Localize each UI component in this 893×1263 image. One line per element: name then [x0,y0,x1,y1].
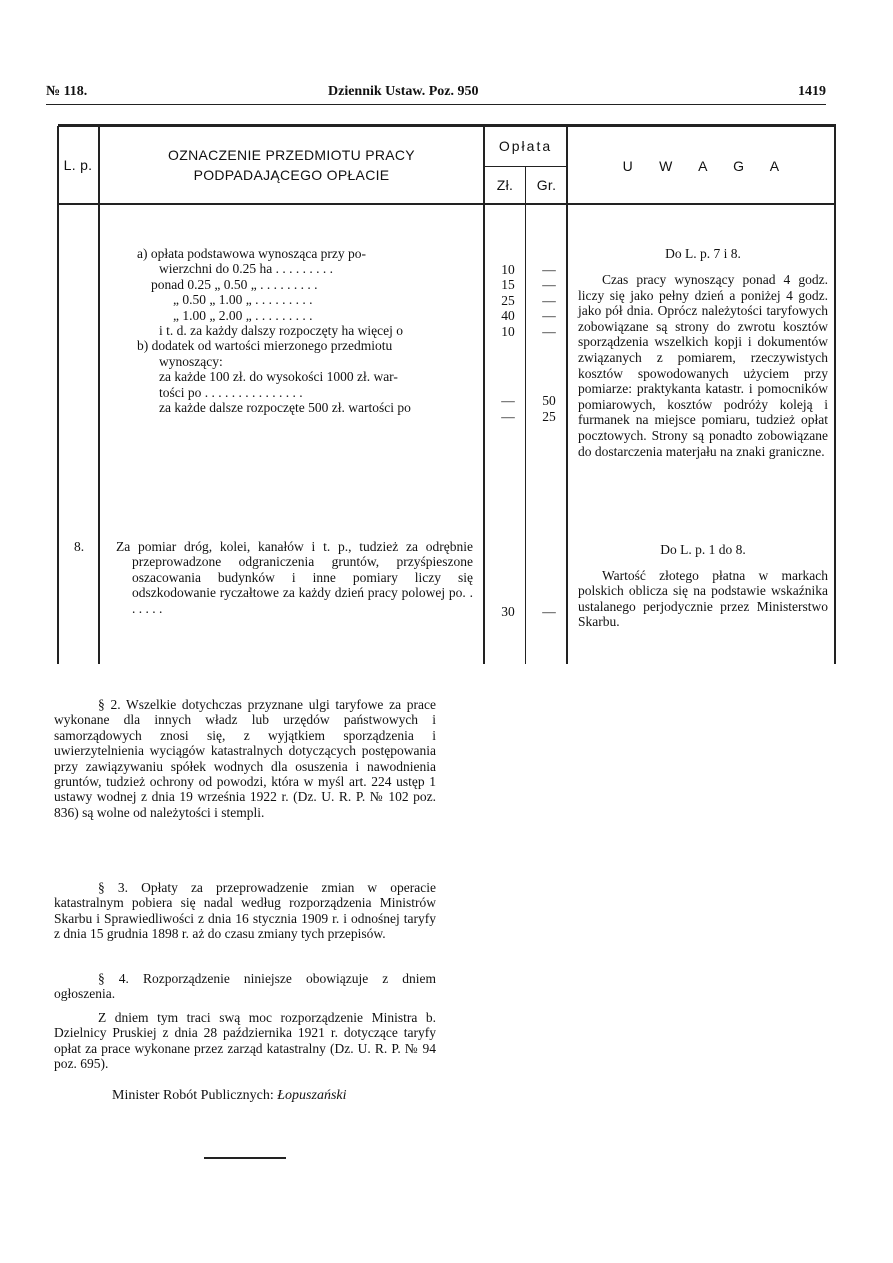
row8-remark-title: Do L. p. 1 do 8. [660,542,746,557]
row7-line: za każde dalsze rozpoczęte 500 zł. wartości po [159,400,411,416]
row7-line: b) dodatek od wartości mierzonego przedmiotu [137,338,393,354]
table-right-border [834,126,836,664]
row7-line: wynoszący: [159,353,223,369]
row8-subject-text: Za pomiar dróg, kolei, kanałów i t. p., tudzież za odrębnie przeprowadzone odgraniczenia gruntów, przyśpieszone oszacowania budynków i inne pomiary liczy się odszkodowanie ryczałtowe za każdy dzień pracy polowej po. . . . . . . [116,539,473,616]
col-divider-zl [525,166,526,664]
row7-line: za każde 100 zł. do wysokości 1000 zł. war- [159,369,398,385]
paragraph-section-4: § 4. Rozporządzenie niniejsze obowiązuje z dniem ogłoszenia. [54,971,436,1002]
row7-line: ponad 0.25 „ 0.50 „ . . . . . . . . . [151,276,318,292]
col-divider-lp [98,126,100,664]
row7-line: a) opłata podstawowa wynosząca przy po- [137,246,367,261]
row7-zl-value: 10 [501,262,515,277]
row7-zl-value: 10 [501,324,515,339]
end-rule [204,1157,286,1159]
page-header [46,84,826,100]
header-remarks: U W A G A [622,158,780,174]
row7-gr-value: — [542,277,556,292]
issue-number: № 118. [46,84,88,99]
row8-gr-value: — [542,604,556,619]
col-divider-fee [566,126,568,664]
row7-zl-value: 40 [501,308,515,323]
row7-zl-value: — [501,409,515,424]
header-zl: Zł. [496,177,514,193]
signature-label: Minister Robót Publicznych: [112,1088,274,1103]
row7-line: „ 0.50 „ 1.00 „ . . . . . . . . . [173,292,313,308]
fee-subheader-rule [484,166,566,167]
header-subject-line-2: PODPADAJĄCEGO OPŁACIE [193,167,390,183]
header-lp: L. p. [63,157,93,173]
row8-lp: 8. [74,539,85,554]
header-rule [46,104,826,105]
journal-title: Dziennik Ustaw. Poz. 950 [328,84,479,99]
row7-gr-value: 50 [542,393,556,408]
row7-line: i t. d. za każdy dalszy rozpoczęty ha więcej o [159,323,404,339]
paragraph-section-3: § 3. Opłaty za przeprowadzenie zmian w operacie katastralnym pobiera się nadal według rozporządzenia Ministrów Skarbu i Sprawiedliwości z dnia 16 stycznia 1909 r. i odnośnej taryfy z dnia 15 grudnia 1898 r. aż do czasu zmiany tych przepisów. [54,880,436,942]
col-divider-subject [483,126,485,664]
row7-line: wierzchni do 0.25 ha . . . . . . . . . [159,261,333,277]
row7-gr-value: — [542,324,556,339]
table-header-rule [58,203,836,205]
row8-subject [116,539,473,616]
table-left-border [57,126,59,664]
row7-remark-text: Czas pracy wynoszący ponad 4 godz. liczy się jako pełny dzień a poniżej 4 godz. jako pół dnia. Oprócz należytości taryfowych zobowiązane są strony do zwrotu kosztów sporządzenia wszelkich kopji i dokumentów związanych z pomiarem, rzeczywistych kosztów spowodowanych użyciem przy pomiarze: praktykanta katastr. i pomocników pomiarowych, kosztów podróży koleją i furmanek na miejsce pomiaru, tudzież opłat pocztowych. Strony są ponadto zobowiązane do dostarczenia materjału na znaki graniczne. [578,272,828,459]
row7-subject [137,246,473,415]
header-fee: Opłata [498,138,553,154]
row7-zl-value: 15 [501,277,515,292]
row8-zl-value: 30 [501,604,515,619]
row7-gr-value: — [542,293,556,308]
row8-remark-text: Wartość złotego płatna w markach polskich oblicza się na podstawie wskaźnika ustalanego perjodycznie przez Ministerstwo Skarbu. [578,568,828,630]
table-top-rule [58,124,836,127]
paragraph-repeal: Z dniem tym traci swą moc rozporządzenie Ministra b. Dzielnicy Pruskiej z dnia 28 października 1921 r. dotyczące taryfy opłat za prace wykonane przez zarząd katastralny (Dz. U. R. P. № 94 poz. 695). [54,1010,436,1072]
row7-zl-value: 25 [501,293,515,308]
row7-line: „ 1.00 „ 2.00 „ . . . . . . . . . [173,307,313,323]
row7-zl-value: — [501,393,515,408]
signature [112,1088,347,1104]
header-gr: Gr. [536,177,557,193]
header-subject [100,145,483,185]
signature-name: Łopuszański [277,1088,347,1103]
row7-line: tości po . . . . . . . . . . . . . . . [159,384,303,400]
row7-gr-value: — [542,308,556,323]
paragraph-section-2: § 2. Wszelkie dotychczas przyznane ulgi taryfowe za prace wykonane dla innych władz lub urzędów państwowych i samorządowych znosi się, z wyjątkiem sporządzenia i uwierzytelnienia wyciągów katastralnych dotyczących postępowania przy zawiązywaniu spółek wodnych dla osuszenia i nawodnienia gruntów, tudzież ochrony od powodzi, która w myśl art. 224 ustęp 1 ustawy wodnej z dnia 19 września 1922 r. (Dz. U. R. P. № 102 poz. 836) są wolne od należytości i stempli. [54,697,436,820]
page-number: 1419 [798,84,826,99]
row7-gr-value: — [542,262,556,277]
row7-remark-title: Do L. p. 7 i 8. [665,246,741,261]
header-subject-line-1: OZNACZENIE PRZEDMIOTU PRACY [168,147,415,163]
row7-gr-value: 25 [542,409,556,424]
